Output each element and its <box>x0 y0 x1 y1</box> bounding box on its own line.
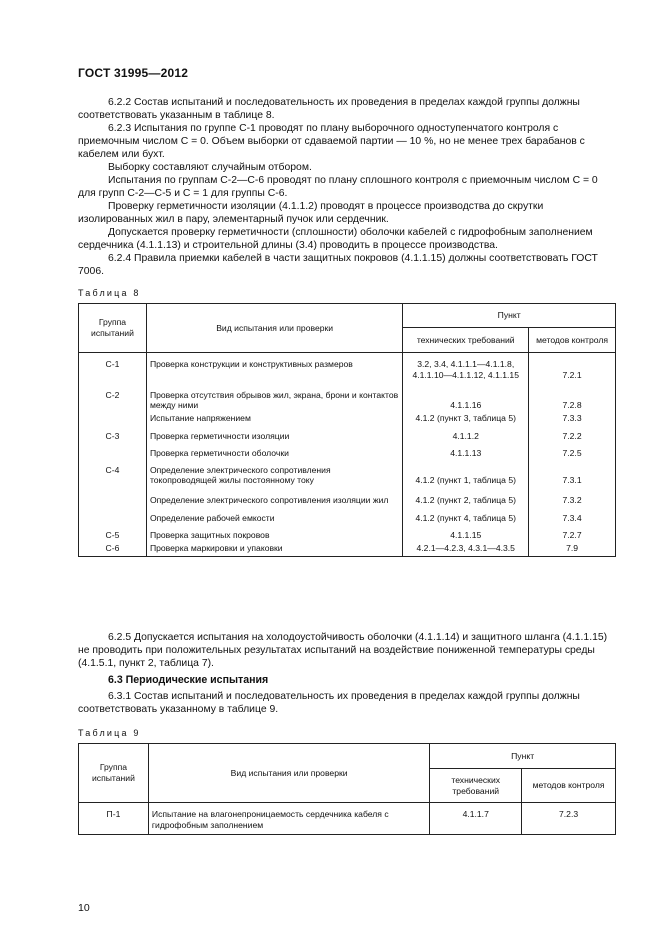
table-9-header-group: Группа испытаний <box>79 744 149 803</box>
table-cell-kind: Определение рабочей емкости <box>146 507 402 525</box>
table-cell-tech: 4.1.2 (пункт 1, таблица 5) <box>403 460 529 488</box>
table-cell-group: С-2 <box>79 389 147 413</box>
table-row <box>79 460 616 488</box>
table-8-header-group: Группа испытаний <box>79 304 147 353</box>
table-cell-tech: 4.1.2 (пункт 4, таблица 5) <box>403 507 529 525</box>
table-cell-tech: 4.1.1.15 <box>403 525 529 542</box>
document-header: ГОСТ 31995—2012 <box>78 66 189 80</box>
table-cell-tech: 4.1.2 (пункт 3, таблица 5) <box>403 412 529 430</box>
table-row <box>79 525 616 542</box>
paragraph-6-2-2: 6.2.2 Состав испытаний и последовательность их проведения в пределах каждой группы должны соответствовать указанным в таблице 8. <box>78 97 580 122</box>
table-9-header-kind: Вид испытания или проверки <box>148 744 429 803</box>
table-cell-tech: 4.1.1.13 <box>403 443 529 460</box>
table-9-header-punkt: Пункт <box>430 744 616 769</box>
table-cell-kind: Проверка защитных покровов <box>146 525 402 542</box>
table-row <box>79 542 616 557</box>
table-row <box>79 430 616 443</box>
table-row <box>79 353 616 389</box>
table-cell-method: 7.2.5 <box>529 443 616 460</box>
table-cell-method: 7.3.2 <box>529 487 616 507</box>
table-cell-kind: Проверка герметичности изоляции <box>146 430 402 443</box>
table-row <box>79 487 616 507</box>
table-cell-group: С-6 <box>79 542 147 557</box>
table-cell-method: 7.2.2 <box>529 430 616 443</box>
table-row <box>79 412 616 430</box>
table-cell-group: С-3 <box>79 430 147 443</box>
table-8-caption: Таблица 8 <box>78 288 141 298</box>
table-8-header-punkt: Пункт <box>403 304 616 328</box>
table-cell-kind: Определение электрического сопротивления токопроводящей жилы постоянному току <box>146 460 402 488</box>
table-cell-tech: 4.1.1.16 <box>403 389 529 413</box>
table-8-header-kind: Вид испытания или проверки <box>146 304 402 353</box>
table-cell-kind: Определение электрического сопротивления изоляции жил <box>146 487 402 507</box>
table-9 <box>78 743 616 835</box>
table-cell-group: П-1 <box>79 803 149 835</box>
table-cell-group: С-1 <box>79 353 147 389</box>
table-cell-method: 7.3.3 <box>529 412 616 430</box>
table-row <box>79 443 616 460</box>
page-number: 10 <box>78 902 90 914</box>
paragraph-6-2-4: 6.2.4 Правила приемки кабелей в части защитных покровов (4.1.1.15) должны соответствовать ГОСТ 7006. <box>78 253 598 278</box>
table-9-caption: Таблица 9 <box>78 728 141 738</box>
table-8 <box>78 303 616 557</box>
table-cell-tech: 3.2, 3.4, 4.1.1.1—4.1.1.8, 4.1.1.10—4.1.1.12, 4.1.1.15 <box>403 353 529 389</box>
table-cell-method: 7.2.3 <box>522 803 616 835</box>
table-cell-method: 7.9 <box>529 542 616 557</box>
table-cell-kind: Проверка конструкции и конструктивных размеров <box>146 353 402 389</box>
table-cell-tech: 4.2.1—4.2.3, 4.3.1—4.3.5 <box>403 542 529 557</box>
table-cell-group <box>79 443 147 460</box>
table-9-header-method: методов контроля <box>522 769 616 803</box>
table-cell-method: 7.2.7 <box>529 525 616 542</box>
table-row <box>79 507 616 525</box>
section-heading-6-3: 6.3 Периодические испытания <box>108 674 269 686</box>
table-row <box>79 389 616 413</box>
paragraph-c2-c6: Испытания по группам С-2—С-6 проводят по плану сплошного контроля с приемочным числом С = 0 для групп С-2—С-5 и С = 1 для группы С-6. <box>78 175 598 200</box>
table-cell-kind: Проверка герметичности оболочки <box>146 443 402 460</box>
table-cell-tech: 4.1.2 (пункт 2, таблица 5) <box>403 487 529 507</box>
table-cell-kind: Проверка маркировки и упаковки <box>146 542 402 557</box>
paragraph-6-2-5: 6.2.5 Допускается испытания на холодоустойчивость оболочки (4.1.1.14) и защитного шланга (4.1.1.15) не проводить при положительных результатах испытаний на воздействие пониженной температуры среды (4.1.5.1, пункт 2, таблица 7). <box>78 632 608 670</box>
table-cell-group <box>79 412 147 430</box>
table-8-header-method: методов контроля <box>529 328 616 353</box>
table-cell-method: 7.3.1 <box>529 460 616 488</box>
table-cell-tech: 4.1.1.2 <box>403 430 529 443</box>
table-cell-group <box>79 487 147 507</box>
paragraph-6-3-1: 6.3.1 Состав испытаний и последовательность их проведения в пределах каждой группы должны соответствовать указанному в таблице 9. <box>78 691 580 716</box>
table-9-header-tech: технических требований <box>430 769 522 803</box>
paragraph-seal-sheath: Допускается проверку герметичности (сплошности) оболочки кабелей с гидрофобным заполнением сердечника (4.1.1.13) и строительной длины (3.4) проводить в процессе производства. <box>78 227 593 252</box>
table-cell-group: С-5 <box>79 525 147 542</box>
paragraph-6-2-3: 6.2.3 Испытания по группе С-1 проводят по плану выборочного одноступенчатого контроля с приемочным числом С = 0. Объем выборки от сдаваемой партии — 10 %, но не менее трех барабанов с кабелем или бухт. <box>78 123 585 161</box>
table-cell-method: 7.2.1 <box>529 353 616 389</box>
table-cell-method: 7.2.8 <box>529 389 616 413</box>
table-cell-tech: 4.1.1.7 <box>430 803 522 835</box>
table-row <box>79 803 616 835</box>
table-cell-kind: Испытание напряжением <box>146 412 402 430</box>
table-cell-method: 7.3.4 <box>529 507 616 525</box>
paragraph-seal-insulation: Проверку герметичности изоляции (4.1.1.2) проводят в процессе производства до скрутки изолированных жил в пару, элементарный пучок или сердечник. <box>78 201 544 226</box>
table-cell-group <box>79 507 147 525</box>
table-cell-kind: Испытание на влагонепроницаемость сердечника кабеля с гидрофобным заполнением <box>148 803 429 835</box>
table-cell-group: С-4 <box>79 460 147 488</box>
table-8-header-tech: технических требований <box>403 328 529 353</box>
table-cell-kind: Проверка отсутствия обрывов жил, экрана, брони и контактов между ними <box>146 389 402 413</box>
paragraph-sample: Выборку составляют случайным отбором. <box>108 162 312 173</box>
